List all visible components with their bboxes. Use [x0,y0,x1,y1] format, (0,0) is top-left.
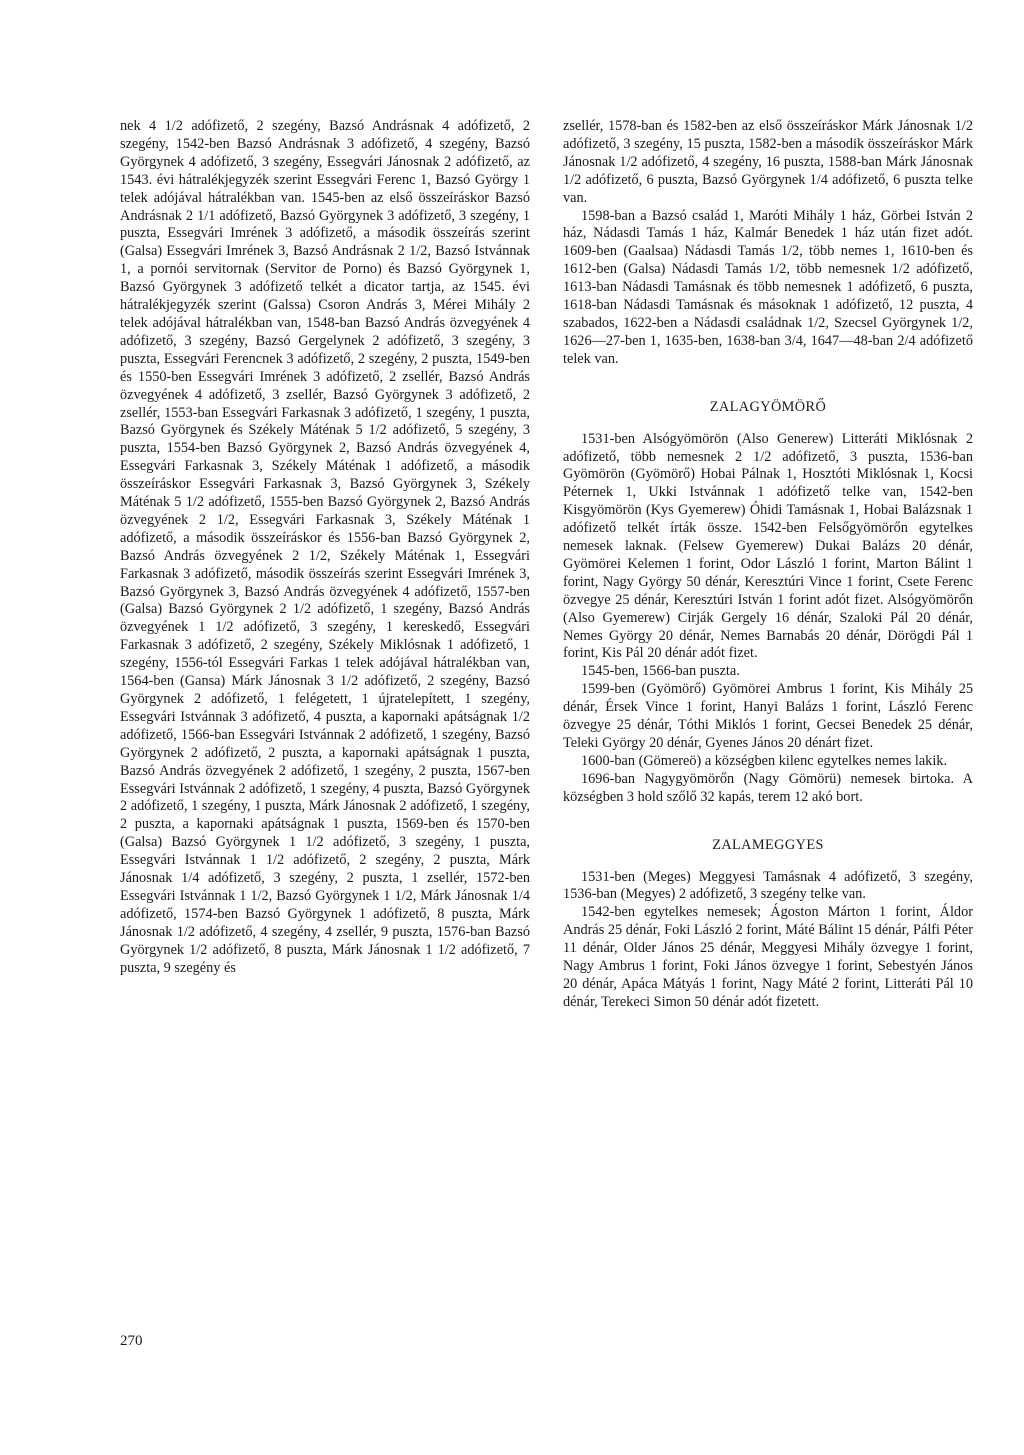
section1-paragraph: 1600-ban (Gömereö) a községben kilenc egytelkes nemes lakik. [581,752,948,769]
section1-paragraph: 1599-ben (Gyömörő) Gyömörei Ambrus 1 forint, Kis Mihály 25 dénár, Érsek Vince 1 forint, Hanyi Balázs 1 forint, László Ferenc özvegye 25 dénár, Tóthi Miklós 1 forint, Gecsei Benedek 25 dénár, Teleki György 20 dénár, Gyenes János 20 dénárt fizet. [563,681,973,751]
section1-paragraph: 1531-ben Alsógyömörön (Also Generew) Litteráti Miklósnak 2 adófizető, több nemesnek 2 1/2 adófizető, 3 puszta, 1536-ban Gyömörön (Gyömörő) Hobai Pálnak 1, Hosztóti Miklósnak 1, Kocsi Péternek 1, Ukki Istvánnak 1 adófizető telke van, 1542-ben Kisgyömörön (Kys Gyemerew) Óhidi Tamásnak 1, Hobai Balázsnak 1 adófizető telkét írták össze. 1542-ben Felsőgyömörőn egytelkes nemesek laknak. (Felsew Gyemerew) Dukai Balázs 20 dénár, Gyömörei Kelemen 1 forint, Odor László 1 forint, Marton Bálint 1 forint, Nagy György 50 dénár, Keresztúri Vince 1 forint, Csete Ferenc özvegye 25 dénár, Keresztúri István 1 forint adót fizet. Alsógyömörőn (Also Gyemerew) Cirják Gergely 16 dénár, Szaloki Pál 20 dénár, Nemes György 20 dénár, Nemes Barnabás 20 dénár, Dörögdi Pál 1 forint, Kis Pál 20 dénár adót fizet. [563,430,973,662]
section-title-zalagyomoro: ZALAGYÖMÖRŐ [709,398,827,415]
right-column [563,118,973,1012]
section1-paragraph: 1696-ban Nagygyömörőn (Nagy Gömörü) nemesek birtoka. A községben 3 hold szőlő 32 kapás, terem 12 akó bort. [563,770,973,805]
section1-paragraph: 1545-ben, 1566-ban puszta. [581,663,740,680]
section2-paragraph: 1542-ben egytelkes nemesek; Ágoston Márton 1 forint, Áldor András 25 dénár, Foki László 2 forint, Máté Bálint 15 dénár, Pálfi Péter 11 dénár, Older János 25 dénár, Meggyesi Mihály özvegye 1 forint, Nagy Ambrus 1 forint, Foki János özvegye 1 forint, Sebestyén János 20 dénár, Apáca Mátyás 1 forint, Nagy Máté 2 forint, Litteráti Pál 10 dénár, Terekeci Simon 50 dénár adót fizetett. [563,904,973,1010]
section2-paragraph: 1531-ben (Meges) Meggyesi Tamásnak 4 adófizető, 3 szegény, 1536-ban (Megyes) 2 adófizető, 3 szegény telke van. [563,868,973,903]
page-number: 270 [120,1333,143,1349]
left-column [120,118,530,978]
section-title-zalameggyes: ZALAMEGGYES [712,836,824,853]
left-paragraph: nek 4 1/2 adófizető, 2 szegény, Bazsó Andrásnak 4 adófizető, 2 szegény, 1542-ben Bazsó Andrásnak 3 adófizető, 4 szegény, Bazsó Györgynek 4 adófizető, 3 szegény, Essegvári Jánosnak 2 adófizető, az 1543. évi hátralékjegyzék szerint Essegvári Ferenc 1, Bazsó György 1 telek adójával hátralékban van. 1545-ben az első összeíráskor Bazsó Andrásnak 2 1/1 adófizető, Bazsó Györgynek 3 adófizető, 3 szegény, 1 puszta, Essegvári Imrének 3 adófizető, a második összeírás szerint (Galsa) Essegvári Imrének 3, Bazsó Andrásnak 2 1/2, Bazsó Istvánnak 1, a pornói servitornak (Servitor de Porno) és Bazsó Györgynek 1, Bazsó Györgynek 3 adófizető telkét a dicator tartja, az 1545. évi hátralékjegyzék szerint (Galssa) Csoron András 3, Mérei Mihály 2 telek adójával hátralékban van, 1548-ban Bazsó András özvegyének 4 adófizető, 3 szegény, Bazsó Gergelynek 2 adófizető, 3 szegény, 3 puszta, Essegvári Ferencnek 3 adófizető, 2 szegény, 2 puszta, 1549-ben és 1550-ben Essegvári Imrének 3 adófizető, 2 zsellér, Bazsó András özvegyének 4 adófizető, 3 zsellér, Bazsó Györgynek 3 adófizető, 2 zsellér, 1553-ban Essegvári Farkasnak 3 adófizető, 1 szegény, 1 puszta, Bazsó Györgynek és Székely Máténak 5 1/2 adófizető, 5 szegény, 3 puszta, 1554-ben Bazsó Györgynek 2, Bazsó András özvegyének 4, Essegvári Farkasnak 3, Székely Máténak 1 adófizető, a második összeíráskor Essegvári Farkasnak 3, Bazsó Györgynek 3, Székely Máténak 5 1/2 adófizető, 1555-ben Bazsó Györgynek 2, Bazsó András özvegyének 2 1/2, Essegvári Farkasnak 3, Székely Máténak 1 adófizető, a második összeíráskor és 1556-ban Bazsó Györgynek 2, Bazsó András özvegyének 2 1/2, Székely Máténak 1, Essegvári Farkasnak 3 adófizető, második összeírás szerint Essegvári Imrének 3, Bazsó Györgynek 3, Bazsó András özvegyének 4 adófizető, 1557-ben (Galsa) Bazsó Györgynek 2 1/2 adófizető, 1 szegény, Bazsó András özvegyének 1 1/2 adófizető, 3 szegény, 1 kereskedő, Essegvári Farkasnak 3 adófizető, 2 szegény, Székely Miklósnak 1 adófizető, 1 szegény, 1556-tól Essegvári Farkas 1 telek adójával hátralékban van, 1564-ben (Gansa) Márk Jánosnak 3 1/2 adófizető, 2 szegény, Bazsó Györgynek 2 adófizető, 1 felégetett, 1 újratelepített, 1 szegény, Essegvári Istvánnak 3 adófizető, 4 puszta, a kapornaki apátságnak 1/2 adófizető, 1566-ban Essegvári Istvánnak 2 adófizető, 1 szegény, Bazsó Györgynek 2 adófizető, 2 puszta, a kapornaki apátságnak 1 puszta, Bazsó András özvegyének 2 adófizető, 1 szegény, 2 puszta, 1567-ben Essegvári Istvánnak 2 adófizető, 1 szegény, 4 puszta, Bazsó Györgynek 2 adófizető, 1 szegény, 1 puszta, Márk Jánosnak 2 adófizető, 1 szegény, 2 puszta, a kapornaki apátságnak 1 puszta, 1569-ben és 1570-ben (Galsa) Bazsó Györgynek 1 1/2 adófizető, 3 szegény, 1 puszta, Essegvári Istvánnak 1 1/2 adófizető, 2 szegény, 2 puszta, Márk Jánosnak 1/4 adófizető, 3 szegény, 2 puszta, 1 zsellér, 1572-ben Essegvári Istvánnak 1 1/2, Bazsó Györgynek 1 1/2, Márk Jánosnak 1/4 adófizető, 1574-ben Bazsó Györgynek 1 adófizető, 8 puszta, Márk Jánosnak 1/2 adófizető, 4 szegény, 4 zsellér, 9 puszta, 1576-ban Bazsó Györgynek 1/2 adófizető, 8 puszta, Márk Jánosnak 1 1/2 adófizető, 7 puszta, 9 szegény és [120,118,530,976]
intro-paragraph: 1598-ban a Bazsó család 1, Maróti Mihály 1 ház, Görbei István 2 ház, Nádasdi Tamás 1 ház, Kalmár Benedek 1 ház után fizet adót. 1609-ben (Gaalsaa) Nádasdi Tamás 1/2, több nemes 1, 1610-ben és 1612-ben (Galsa) Nádasdi Tamás 1/2, több nemesnek 1/2 adófizető, 1613-ban Nádasdi Tamásnak és több nemesnek 1 adófizető, 6 puszta, 1618-ban Nádasdi Tamásnak és másoknak 1 adófizető, 12 puszta, 4 szabados, 1622-ben a Nádasdi családnak 1/2, Szecsel Györgynek 1/2, 1626—27-ben 1, 1635-ben, 1638-ban 3/4, 1647—48-ban 2/4 adófizető telek van. [563,207,973,367]
intro-paragraph: zsellér, 1578-ban és 1582-ben az első összeíráskor Márk Jánosnak 1/2 adófizető, 3 szegény, 15 puszta, 1582-ben a második összeíráskor Márk Jánosnak 1/2 adófizető, 4 szegény, 16 puszta, 1588-ban Márk Jánosnak 1/2 adófizető, 6 puszta, Bazsó Györgynek 1/4 adófizető, 6 puszta telke van. [563,118,973,206]
